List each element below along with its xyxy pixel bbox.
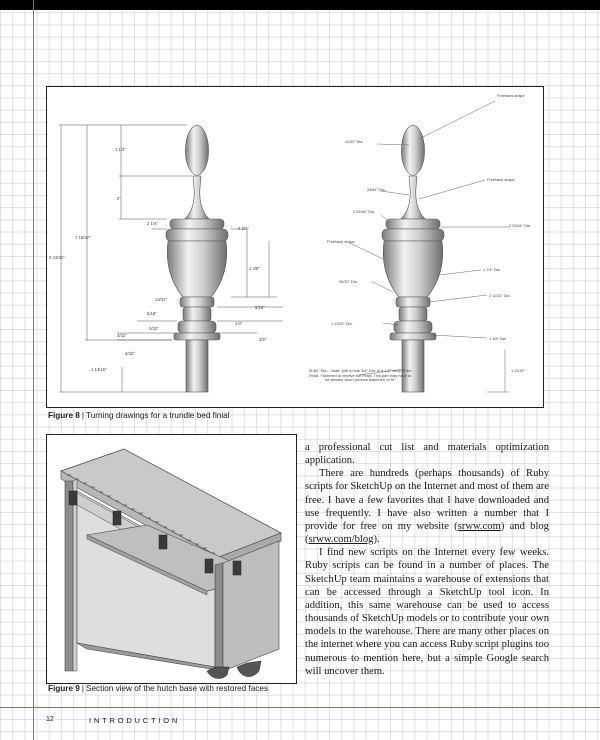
caption-separator: | xyxy=(81,684,84,693)
dim-ring: 5/16" xyxy=(147,311,157,316)
body-text xyxy=(305,441,549,678)
dim-tenon: 1 13/16" xyxy=(91,367,107,372)
dim-waist: 13/32" xyxy=(155,297,167,302)
figure-9-caption xyxy=(48,684,268,693)
note-dia8: 1 1/8" Dia. xyxy=(489,337,507,341)
note-dia1: 11/32" Dia. xyxy=(345,140,364,144)
figure-8-label: Figure 8 xyxy=(48,411,80,420)
paragraph-3: I find new scripts on the Internet every few weeks. Ruby scripts can be found in a number of places. The SketchUp team maintains a warehouse of extensions that can be accessed through a SketchUp tool icon. In addition, this same warehouse can be used to access thousands of SketchUp models or to contribute your own models to the warehouse. There are many other places on the internet where you can access Ruby script plugins too numerous to mention here, but a simple Google search will uncover them. xyxy=(305,547,549,677)
running-head: INTRODUCTION xyxy=(89,716,181,725)
note-freehand-left: Freehand shape xyxy=(327,240,355,244)
dim-upper: 7 15/32" xyxy=(75,235,91,240)
dim-top-height: 1 1/2" xyxy=(115,147,126,152)
dim-lower-ring: 3/32" xyxy=(117,333,127,338)
dim-neck: 2" xyxy=(117,196,121,201)
left-finial xyxy=(166,125,228,392)
note-freehand-mid: Freehand shape xyxy=(487,178,515,182)
note-dia3: 2 23/64" Dia. xyxy=(353,210,375,214)
figure-9-label: Figure 9 xyxy=(48,684,80,693)
dim-shoulder: 2 1/4" xyxy=(147,221,158,226)
paragraph-2: There are hundreds (perhaps thousands) of Ruby scripts for SketchUp on the Internet and most of them are free. I have a few favorites that I have downloaded and use frequently. I have also written a number that I provide for free on my website (srww.com) and blog (srww.com/blog). xyxy=(305,468,549,546)
note-dia2: 25/64" Dia. xyxy=(367,188,386,192)
dim-overall: 9 23/32" xyxy=(49,255,65,260)
dim-ring-r: 1/4" xyxy=(235,321,243,326)
dim-upper-right: 4 3/4" xyxy=(238,226,249,231)
top-black-bar xyxy=(0,0,600,10)
page-number: 12 xyxy=(46,716,54,723)
left-margin-line xyxy=(33,0,34,740)
paragraph-1: a professional cut list and materials optimization application. xyxy=(305,442,549,467)
figure-9-drawing xyxy=(46,434,297,684)
note-dia4: 1 1/4" Dia. xyxy=(483,268,501,272)
figure-8-caption-text: Turning drawings for a trundle bed finial xyxy=(86,411,230,420)
link-srww[interactable]: srww.com xyxy=(457,520,501,532)
caption-separator: | xyxy=(81,411,84,420)
note-dia6: 2 11/32" Dia. xyxy=(489,294,511,298)
note-tenon-block: 31/64" Dia. - Note: Drill a hole 3/4" Dia. to a 1/2" deep in the Finial. Fastened to receive the Finial. This part may have to be sanded down (reduce diameter) to fit. xyxy=(308,369,412,383)
dim-waist-r: 5/16" xyxy=(255,305,265,310)
bottom-margin-line xyxy=(0,707,600,708)
note-dia5: 35/32" Dia. xyxy=(339,280,358,284)
finial-drawings-svg xyxy=(47,87,543,407)
dim-base: 3/32" xyxy=(125,351,135,356)
dim-body-height: 1 3/8" xyxy=(249,266,260,271)
dim-lower-r: 3/8" xyxy=(259,337,267,342)
note-tenon-len: 1 13/32" xyxy=(511,369,526,373)
dim-bead: 3/32" xyxy=(149,326,159,331)
note-dia7: 1 11/32" Dia. xyxy=(331,322,353,326)
link-srww-blog[interactable]: srww.com/blog xyxy=(308,534,374,546)
hutch-section-svg xyxy=(47,435,296,683)
note-dia3r: 2 23/64" Dia. xyxy=(509,224,531,228)
figure-8-caption xyxy=(48,411,230,420)
right-finial xyxy=(382,125,444,392)
figure-9-caption-text: Section view of the hutch base with restored faces xyxy=(86,684,269,693)
figure-8-drawing xyxy=(46,86,544,408)
note-freehand-top: Freehand shape xyxy=(497,94,525,98)
